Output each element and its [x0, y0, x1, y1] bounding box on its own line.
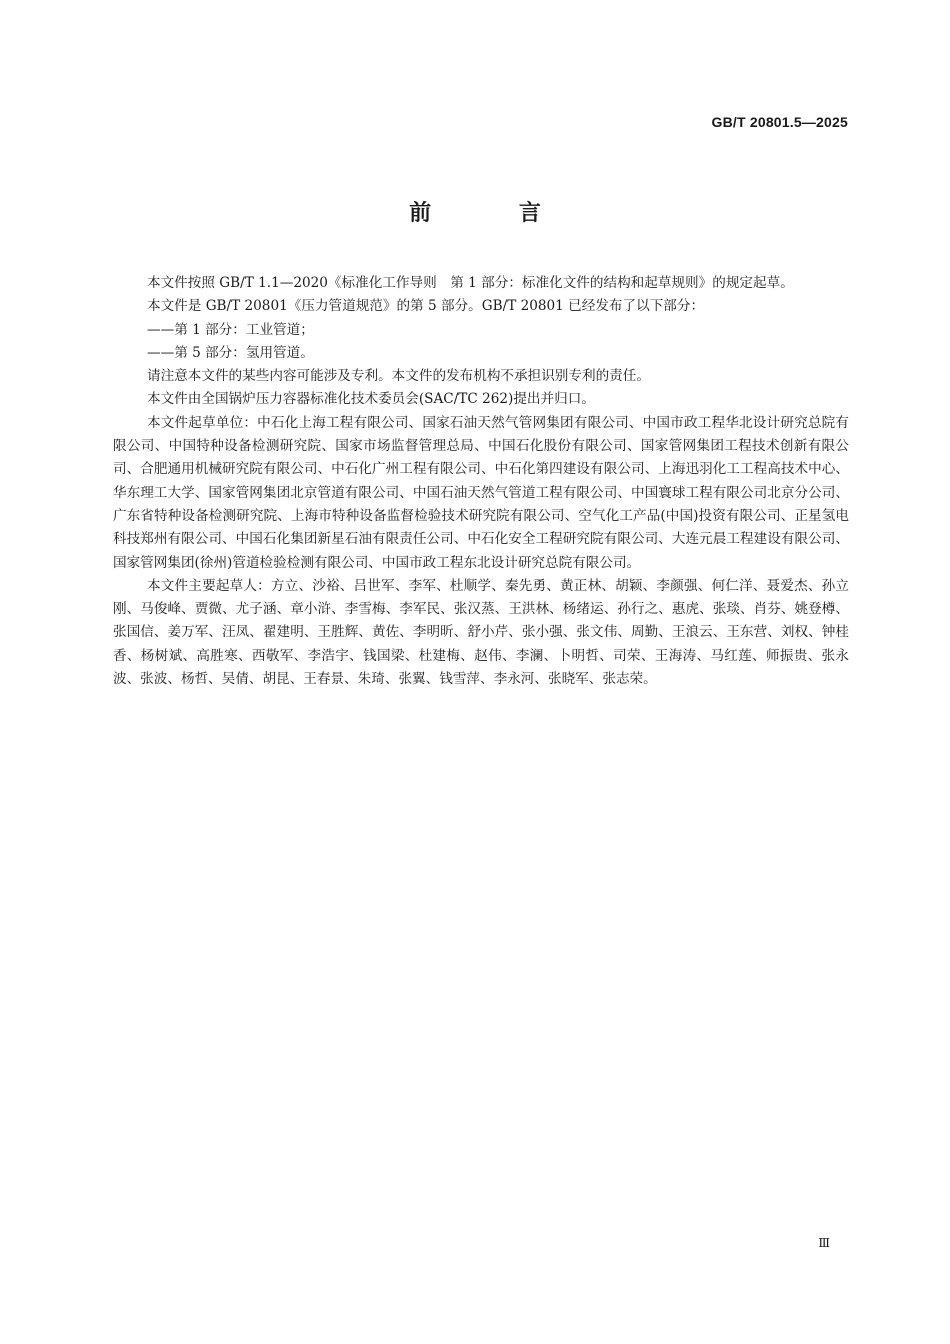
- list-item-part-1: ——第 1 部分：工业管道；: [147, 321, 314, 338]
- list-item-part-5: ——第 5 部分：氢用管道。: [147, 344, 314, 361]
- paragraph-proposer: 本文件由全国锅炉压力容器标准化技术委员会(SAC/TC 262)提出并归口。: [147, 391, 595, 408]
- paragraph-drafting-rules: 本文件按照 GB/T 1.1—2020《标准化工作导则 第 1 部分：标准化文件的结构和起草规则》的规定起草。: [147, 275, 794, 291]
- paragraph-drafters: 本文件主要起草人：方立、沙裕、吕世军、李军、杜顺学、秦先勇、黄正林、胡颖、李颜强、何仁洋、聂爱杰、孙立刚、马俊峰、贾微、尤子涵、章小浒、李雪梅、李军民、张汉蒸、王洪林、杨绪运、孙行之、惠虎、张琰、肖芬、姚登樽、张国信、姜万军、汪凤、翟建明、王胜辉、黄佐、李明昕、舒小芹、张小强、张文伟、周勤、王浪云、王东营、刘权、钟桂香、杨树斌、高胜寒、西敬军、李浩宇、钱国梁、杜建梅、赵伟、李澜、卜明哲、司荣、王海涛、马红莲、师振贵、张永波、张波、杨哲、吴倩、胡昆、王春景、朱琦、张翼、钱雪萍、李永河、张晓军、张志荣。: [113, 577, 849, 688]
- foreword-body: [113, 272, 849, 691]
- standard-code: GB/T 20801.5—2025: [711, 114, 848, 130]
- page-title: 前 言: [409, 201, 581, 226]
- page-number: Ⅲ: [818, 1236, 830, 1250]
- paragraph-drafting-units: 本文件起草单位：中石化上海工程有限公司、国家石油天然气管网集团有限公司、中国市政工程华北设计研究总院有限公司、中国特种设备检测研究院、国家市场监督管理总局、中国石化股份有限公司、国家管网集团工程技术创新有限公司、合肥通用机械研究院有限公司、中石化广州工程有限公司、中石化第四建设有限公司、上海迅羽化工工程高技术中心、华东理工大学、国家管网集团北京管道有限公司、中国石油天然气管道工程有限公司、中国寰球工程有限公司北京分公司、广东省特种设备检测研究院、上海市特种设备监督检验技术研究院有限公司、空气化工产品(中国)投资有限公司、正星氢电科技郑州有限公司、中国石化集团新星石油有限责任公司、中石化安全工程研究院有限公司、大连元晨工程建设有限公司、国家管网集团(徐州)管道检验检测有限公司、中国市政工程东北设计研究总院有限公司。: [113, 414, 849, 571]
- paragraph-series-intro: 本文件是 GB/T 20801《压力管道规范》的第 5 部分。GB/T 20801 已经发布了以下部分：: [147, 298, 705, 315]
- paragraph-patent-notice: 请注意本文件的某些内容可能涉及专利。本文件的发布机构不承担识别专利的责任。: [147, 368, 650, 385]
